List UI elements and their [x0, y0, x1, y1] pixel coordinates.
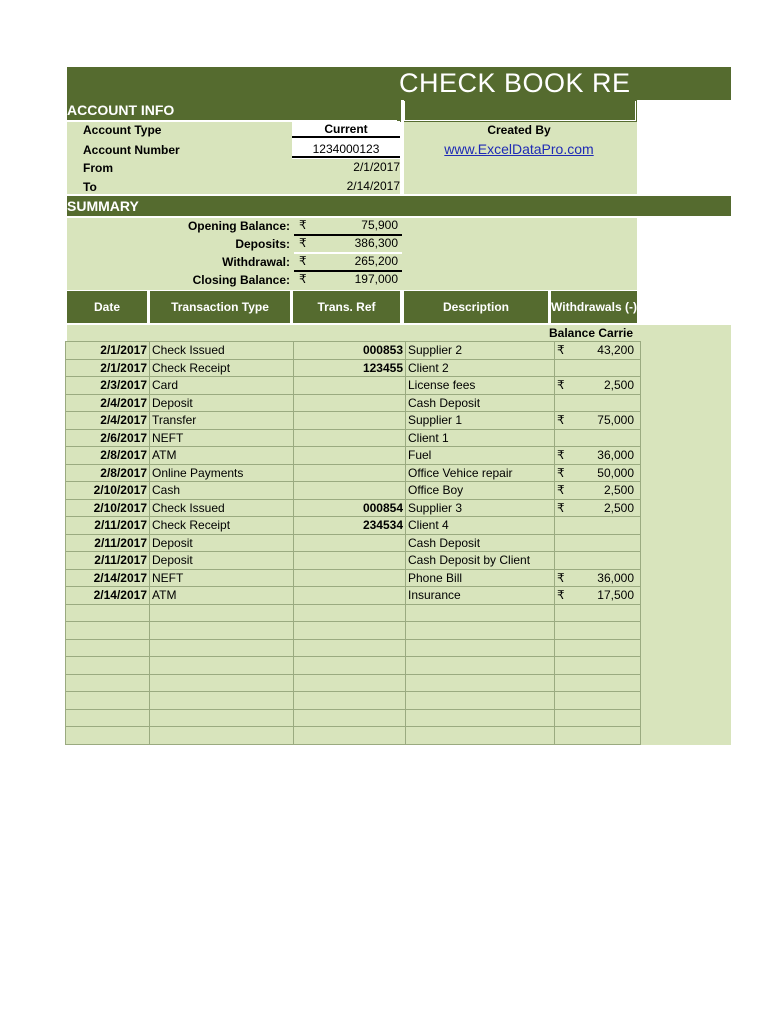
description-cell[interactable]: Supplier 2 [406, 342, 555, 360]
table-row[interactable] [66, 657, 641, 675]
deposits-cell [294, 236, 402, 254]
table-row[interactable] [66, 464, 641, 482]
transaction-type-cell[interactable]: Online Payments [150, 464, 294, 482]
date-cell[interactable] [66, 709, 150, 727]
description-cell[interactable]: Client 2 [406, 359, 555, 377]
date-cell[interactable]: 2/1/2017 [66, 342, 150, 360]
trans-ref-cell[interactable]: 000853 [294, 342, 406, 360]
closing-balance-label: Closing Balance: [192, 273, 290, 287]
withdrawal-cell[interactable] [555, 534, 641, 552]
withdrawal-cell[interactable] [555, 412, 641, 430]
table-row[interactable] [66, 412, 641, 430]
col-header-description[interactable]: Description [404, 291, 548, 323]
withdrawal-amount: 50,000 [597, 465, 634, 480]
trans-ref-cell[interactable] [294, 464, 406, 482]
transaction-type-cell[interactable] [150, 674, 294, 692]
to-label: To [83, 180, 97, 194]
table-row[interactable] [66, 499, 641, 517]
account-number-label: Account Number [83, 143, 180, 157]
withdrawal-cell[interactable] [555, 429, 641, 447]
trans-ref-cell[interactable] [294, 377, 406, 395]
trans-ref-cell[interactable] [294, 709, 406, 727]
summary-header-band [67, 196, 731, 216]
description-cell[interactable]: Phone Bill [406, 569, 555, 587]
date-cell[interactable]: 2/8/2017 [66, 447, 150, 465]
description-cell[interactable]: Office Vehice repair [406, 464, 555, 482]
table-row[interactable] [66, 447, 641, 465]
withdrawal-cell[interactable] [555, 377, 641, 395]
withdrawal-cell[interactable] [555, 464, 641, 482]
created-by-link[interactable]: www.ExcelDataPro.com [444, 141, 594, 157]
account-type-label: Account Type [83, 123, 162, 137]
date-cell[interactable]: 2/11/2017 [66, 534, 150, 552]
withdrawal-cell [294, 254, 402, 272]
deposits-label: Deposits: [235, 237, 290, 251]
table-row[interactable] [66, 359, 641, 377]
transactions-table [65, 341, 641, 745]
transaction-type-cell[interactable]: ATM [150, 447, 294, 465]
col-header-date[interactable]: Date [67, 291, 147, 323]
description-cell[interactable]: Supplier 3 [406, 499, 555, 517]
trans-ref-cell[interactable]: 000854 [294, 499, 406, 517]
date-cell[interactable] [66, 604, 150, 622]
date-cell[interactable]: 2/14/2017 [66, 587, 150, 605]
transaction-type-cell[interactable] [150, 709, 294, 727]
table-row[interactable] [66, 727, 641, 745]
withdrawal-cell[interactable] [555, 674, 641, 692]
transaction-type-cell[interactable]: Deposit [150, 394, 294, 412]
account-type-value[interactable]: Current [292, 122, 400, 138]
description-cell[interactable]: Client 1 [406, 429, 555, 447]
transaction-type-cell[interactable]: Deposit [150, 534, 294, 552]
date-cell[interactable]: 2/14/2017 [66, 569, 150, 587]
date-cell[interactable]: 2/8/2017 [66, 464, 150, 482]
table-row[interactable] [66, 709, 641, 727]
description-cell[interactable] [406, 727, 555, 745]
created-by-header-cell [404, 101, 636, 121]
rupee-symbol: ₹ [557, 413, 565, 428]
transaction-type-cell[interactable]: Cash [150, 482, 294, 500]
transaction-type-cell[interactable]: Check Receipt [150, 359, 294, 377]
description-cell[interactable] [406, 674, 555, 692]
trans-ref-cell[interactable] [294, 412, 406, 430]
trans-ref-cell[interactable] [294, 692, 406, 710]
table-row[interactable] [66, 517, 641, 535]
account-info-heading: ACCOUNT INFO [67, 101, 397, 122]
date-cell[interactable]: 2/11/2017 [66, 552, 150, 570]
description-cell[interactable]: Cash Deposit [406, 394, 555, 412]
date-cell[interactable]: 2/10/2017 [66, 482, 150, 500]
summary-heading: SUMMARY [67, 198, 139, 214]
withdrawal-cell[interactable] [555, 622, 641, 640]
trans-ref-cell[interactable]: 123455 [294, 359, 406, 377]
table-row[interactable] [66, 692, 641, 710]
trans-ref-cell[interactable] [294, 482, 406, 500]
description-cell[interactable] [406, 639, 555, 657]
trans-ref-cell[interactable] [294, 587, 406, 605]
withdrawal-cell[interactable] [555, 587, 641, 605]
date-cell[interactable]: 2/6/2017 [66, 429, 150, 447]
rupee-symbol: ₹ [557, 500, 565, 515]
rupee-symbol: ₹ [557, 588, 565, 603]
page-title: CHECK BOOK RE [399, 68, 631, 98]
transaction-type-cell[interactable]: Deposit [150, 552, 294, 570]
withdrawal-cell[interactable] [555, 359, 641, 377]
created-by-label: Created By [487, 123, 551, 137]
date-cell[interactable] [66, 639, 150, 657]
withdrawal-amount: 36,000 [597, 570, 634, 585]
closing-balance-cell [294, 272, 402, 288]
balance-carried-label: Balance Carrie [549, 326, 634, 340]
trans-ref-cell[interactable] [294, 674, 406, 692]
withdrawal-amount: 43,200 [597, 343, 634, 358]
rupee-symbol: ₹ [557, 465, 565, 480]
withdrawal-amount: 75,000 [597, 413, 634, 428]
trans-ref-cell[interactable] [294, 569, 406, 587]
withdrawal-cell[interactable] [555, 342, 641, 360]
opening-balance-label: Opening Balance: [187, 219, 290, 233]
description-cell[interactable]: Client 4 [406, 517, 555, 535]
date-cell[interactable] [66, 657, 150, 675]
table-row[interactable] [66, 394, 641, 412]
rupee-symbol: ₹ [557, 448, 565, 463]
table-row[interactable] [66, 622, 641, 640]
transaction-type-cell[interactable] [150, 657, 294, 675]
description-cell[interactable] [406, 709, 555, 727]
from-label: From [83, 161, 113, 175]
withdrawal-value: 265,200 [354, 254, 398, 268]
transaction-type-cell[interactable]: Card [150, 377, 294, 395]
withdrawal-cell[interactable] [555, 394, 641, 412]
withdrawal-cell[interactable] [555, 517, 641, 535]
deposits-value: 386,300 [354, 236, 398, 250]
withdrawal-amount: 36,000 [597, 448, 634, 463]
withdrawal-cell[interactable] [555, 447, 641, 465]
transaction-type-cell[interactable]: ATM [150, 587, 294, 605]
withdrawal-cell[interactable] [555, 604, 641, 622]
description-cell[interactable]: Insurance [406, 587, 555, 605]
withdrawal-amount: 2,500 [603, 500, 634, 515]
col-header-withdrawals[interactable]: Withdrawals (-) [551, 291, 637, 323]
date-cell[interactable] [66, 674, 150, 692]
description-cell[interactable] [406, 604, 555, 622]
trans-ref-cell[interactable] [294, 727, 406, 745]
opening-balance-cell [294, 218, 402, 236]
date-cell[interactable]: 2/10/2017 [66, 499, 150, 517]
table-row[interactable] [66, 552, 641, 570]
trans-ref-cell[interactable] [294, 429, 406, 447]
table-row[interactable] [66, 429, 641, 447]
table-row[interactable] [66, 587, 641, 605]
date-cell[interactable] [66, 622, 150, 640]
date-cell[interactable]: 2/11/2017 [66, 517, 150, 535]
withdrawal-cell[interactable] [555, 709, 641, 727]
withdrawal-cell[interactable] [555, 657, 641, 675]
withdrawal-cell[interactable] [555, 499, 641, 517]
withdrawal-label: Withdrawal: [222, 255, 290, 269]
date-cell[interactable] [66, 692, 150, 710]
to-date-value[interactable]: 2/14/2017 [346, 179, 400, 193]
table-row[interactable] [66, 639, 641, 657]
description-cell[interactable] [406, 657, 555, 675]
description-cell[interactable]: License fees [406, 377, 555, 395]
rupee-symbol: ₹ [557, 570, 565, 585]
description-cell[interactable]: Supplier 1 [406, 412, 555, 430]
date-cell[interactable]: 2/4/2017 [66, 412, 150, 430]
trans-ref-cell[interactable] [294, 534, 406, 552]
trans-ref-cell[interactable] [294, 657, 406, 675]
table-row[interactable] [66, 674, 641, 692]
transaction-type-cell[interactable] [150, 727, 294, 745]
date-cell[interactable]: 2/1/2017 [66, 359, 150, 377]
withdrawal-amount: 2,500 [603, 483, 634, 498]
date-cell[interactable]: 2/4/2017 [66, 394, 150, 412]
transaction-type-cell[interactable]: Check Receipt [150, 517, 294, 535]
transaction-type-cell[interactable]: NEFT [150, 569, 294, 587]
table-row[interactable] [66, 534, 641, 552]
date-cell[interactable]: 2/3/2017 [66, 377, 150, 395]
description-cell[interactable]: Cash Deposit by Client [406, 552, 555, 570]
description-cell[interactable] [406, 622, 555, 640]
withdrawal-cell[interactable] [555, 482, 641, 500]
trans-ref-cell[interactable] [294, 447, 406, 465]
rupee-symbol: ₹ [299, 236, 307, 250]
description-cell[interactable] [406, 692, 555, 710]
withdrawal-cell[interactable] [555, 692, 641, 710]
trans-ref-cell[interactable] [294, 552, 406, 570]
withdrawal-amount: 2,500 [603, 378, 634, 393]
description-cell[interactable]: Office Boy [406, 482, 555, 500]
description-cell[interactable]: Fuel [406, 447, 555, 465]
rupee-symbol: ₹ [557, 343, 565, 358]
col-header-trans-ref[interactable]: Trans. Ref [293, 291, 400, 323]
closing-balance-value: 197,000 [354, 272, 398, 286]
rupee-symbol: ₹ [299, 218, 307, 232]
withdrawal-cell[interactable] [555, 552, 641, 570]
withdrawal-cell[interactable] [555, 569, 641, 587]
transaction-type-cell[interactable] [150, 639, 294, 657]
opening-balance-value: 75,900 [361, 218, 398, 232]
transaction-type-cell[interactable] [150, 692, 294, 710]
transaction-type-cell[interactable] [150, 622, 294, 640]
table-row[interactable] [66, 482, 641, 500]
date-cell[interactable] [66, 727, 150, 745]
from-date-value[interactable]: 2/1/2017 [353, 160, 400, 174]
trans-ref-cell[interactable]: 234534 [294, 517, 406, 535]
withdrawal-amount: 17,500 [597, 588, 634, 603]
table-row[interactable] [66, 342, 641, 360]
withdrawal-cell[interactable] [555, 727, 641, 745]
trans-ref-cell[interactable] [294, 622, 406, 640]
col-header-transaction-type[interactable]: Transaction Type [150, 291, 290, 323]
table-row[interactable] [66, 604, 641, 622]
trans-ref-cell[interactable] [294, 639, 406, 657]
table-row[interactable] [66, 569, 641, 587]
transaction-type-cell[interactable]: Check Issued [150, 499, 294, 517]
transaction-type-cell[interactable]: Transfer [150, 412, 294, 430]
account-number-value[interactable]: 1234000123 [292, 142, 400, 158]
trans-ref-cell[interactable] [294, 394, 406, 412]
rupee-symbol: ₹ [557, 483, 565, 498]
description-cell[interactable]: Cash Deposit [406, 534, 555, 552]
transaction-type-cell[interactable] [150, 604, 294, 622]
table-row[interactable] [66, 377, 641, 395]
withdrawal-cell[interactable] [555, 639, 641, 657]
transaction-type-cell[interactable]: Check Issued [150, 342, 294, 360]
trans-ref-cell[interactable] [294, 604, 406, 622]
rupee-symbol: ₹ [557, 378, 565, 393]
rupee-symbol: ₹ [299, 254, 307, 268]
transaction-type-cell[interactable]: NEFT [150, 429, 294, 447]
rupee-symbol: ₹ [299, 272, 307, 286]
